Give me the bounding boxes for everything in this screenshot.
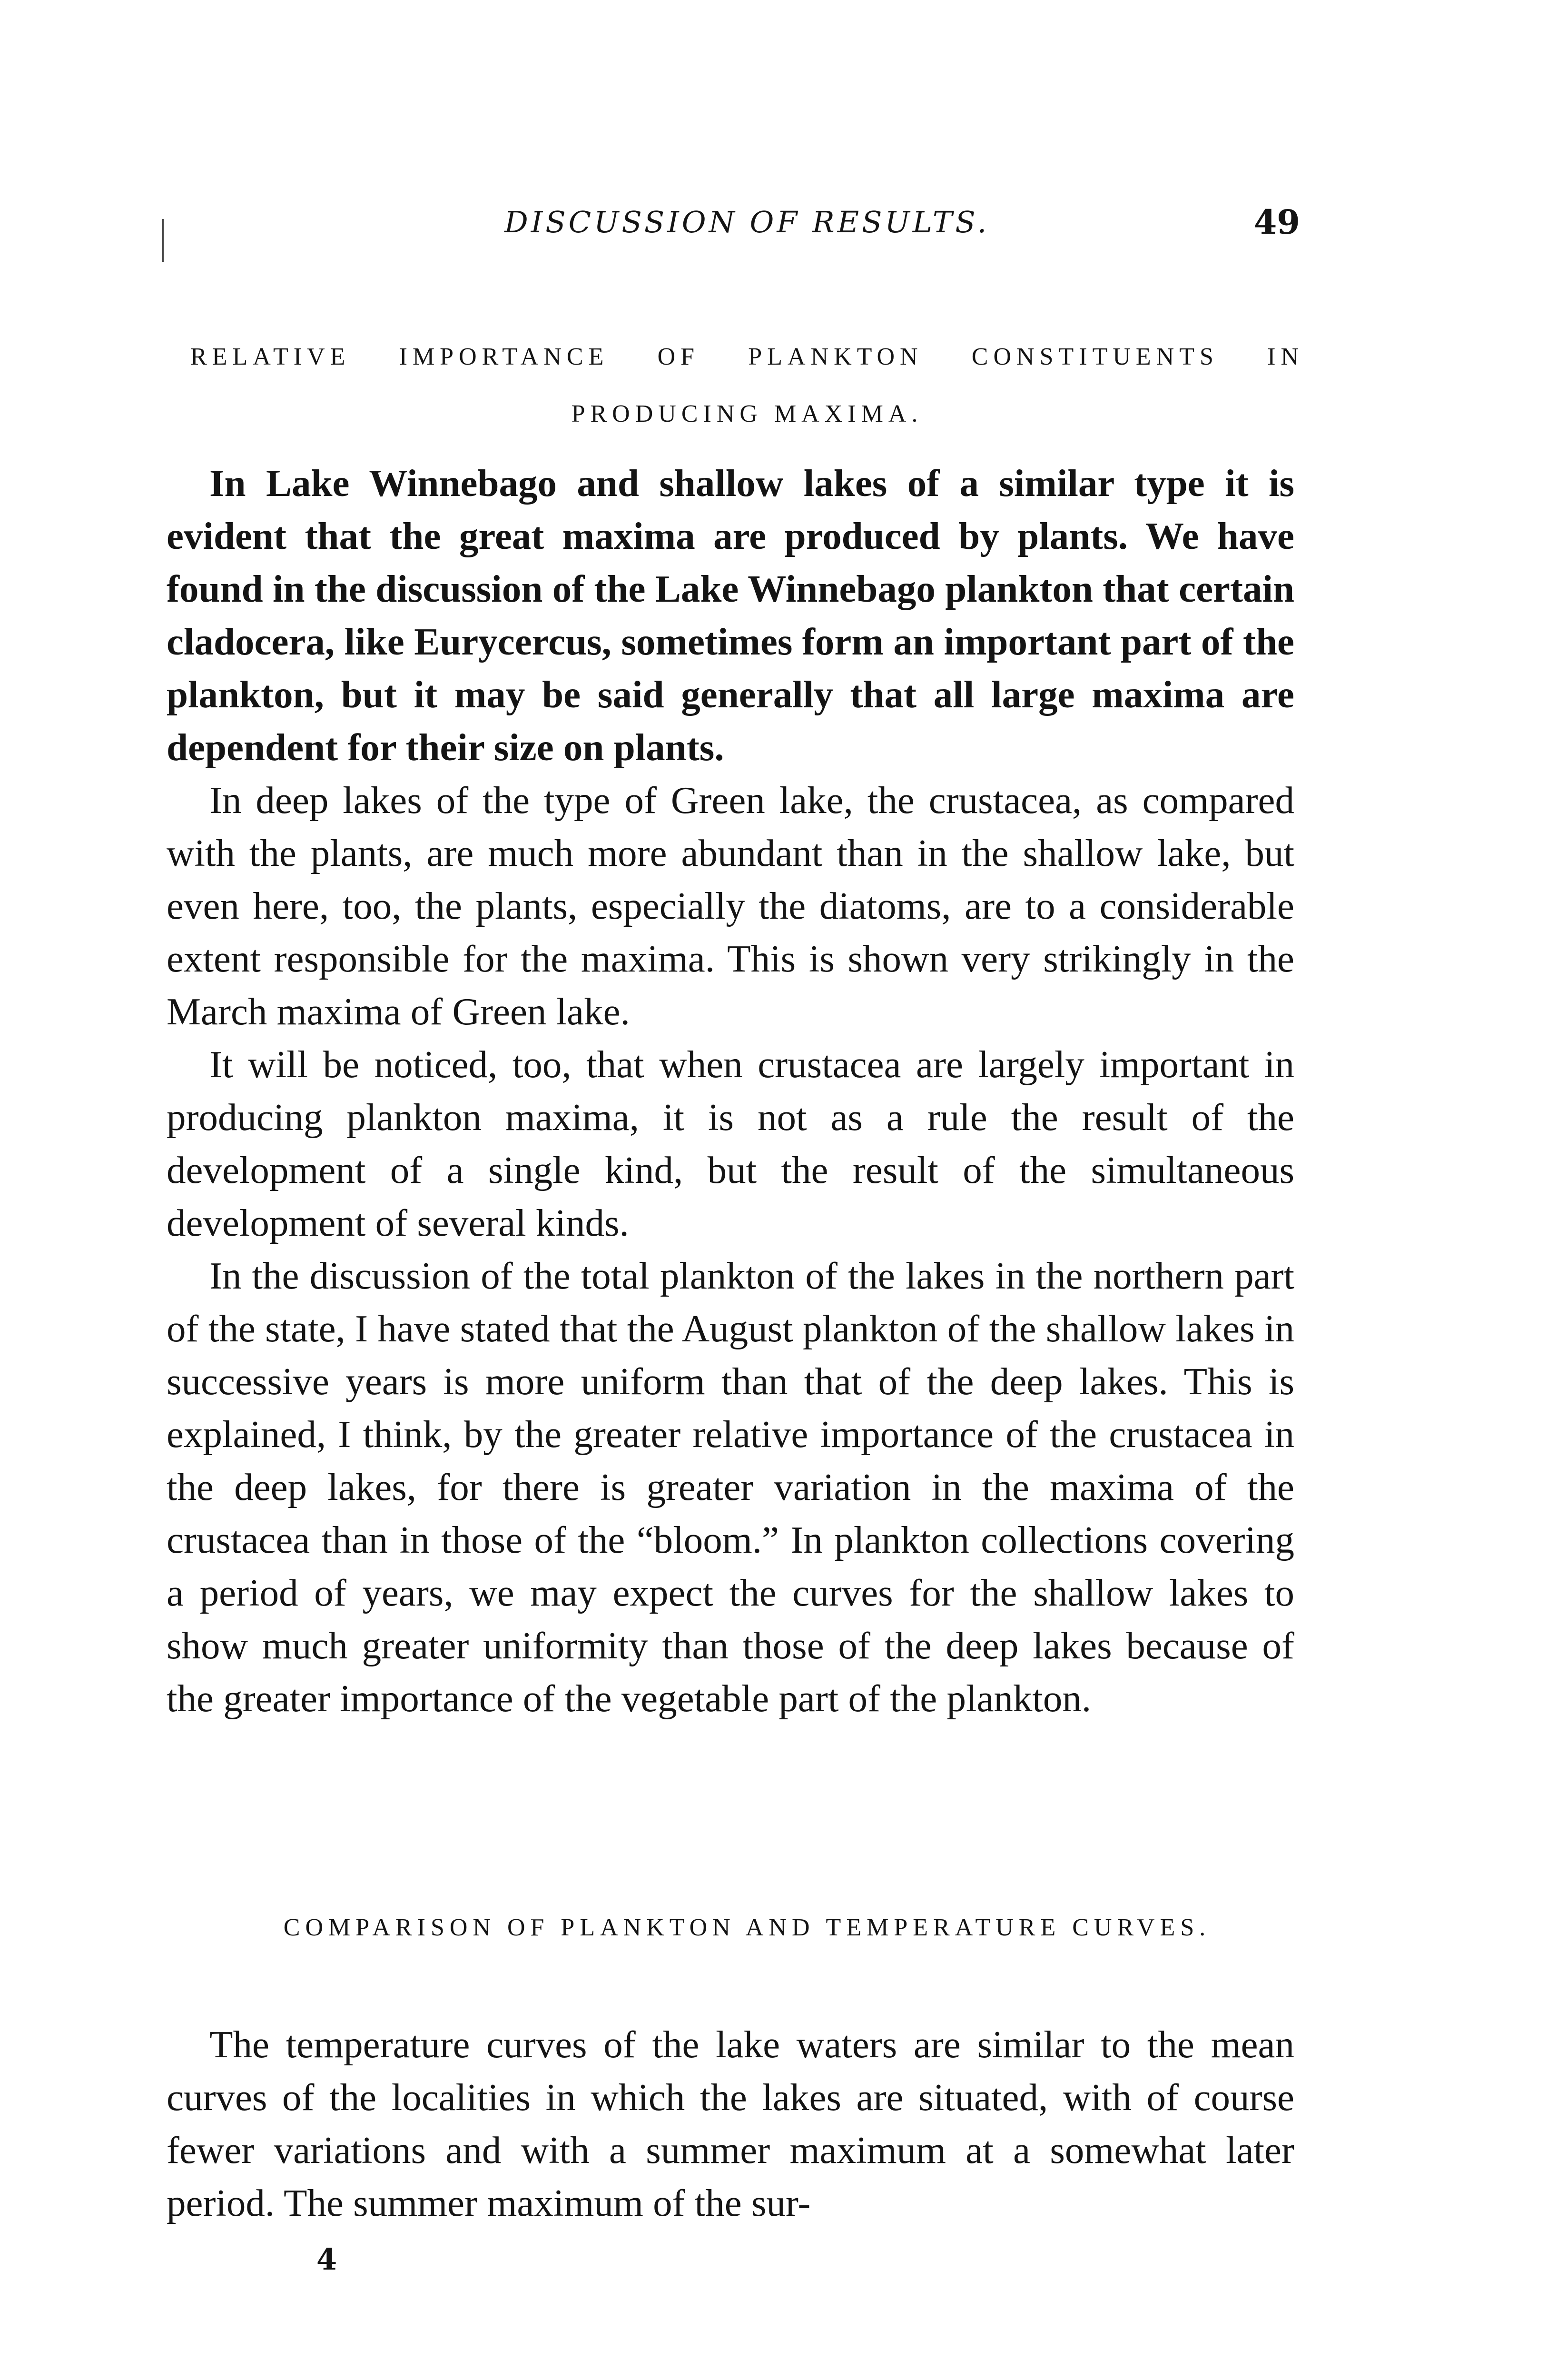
paragraph: In Lake Winnebago and shallow lakes of a similar type it is evident that the great maxima are produced by plants. We have found in the discussion of the Lake Winnebago plankton that certain cladocera, like Eurycercus, sometimes form an important part of the plankton, but it may be said generally that all large maxima are dependent for their size on plants. <box>167 462 1294 769</box>
section-body-maxima <box>167 457 1294 1725</box>
paragraph: The temperature curves of the lake waters are similar to the mean curves of the localities in which the lakes are situated, with of course fewer variations and with a summer maximum at a somewhat later period. The summer maximum of the sur- <box>167 2023 1294 2224</box>
scan-mark <box>162 219 164 262</box>
paragraph: In the discussion of the total plankton of the lakes in the northern part of the state, I have stated that the August plankton of the shallow lakes in successive years is more uniform than that of the deep lakes. This is explained, I think, by the greater relative importance of the crustacea in the deep lakes, for there is greater variation in the maxima of the crustacea than in those of the “bloom.” In plankton collections covering a period of years, we may expect the curves for the shallow lakes to show much greater uniformity than those of the deep lakes because of the greater importance of the vegetable part of the plankton. <box>167 1254 1294 1720</box>
paragraph: It will be noticed, too, that when crustacea are largely important in producing plankton maxima, it is not as a rule the result of the development of a single kind, but the result of the simultaneous development of several kinds. <box>167 1043 1294 1244</box>
running-title: DISCUSSION OF RESULTS. <box>504 205 990 239</box>
section-body-temperature <box>167 2018 1294 2230</box>
signature-mark: 4 <box>316 2242 337 2277</box>
paragraph: In deep lakes of the type of Green lake, the crustacea, as compared with the plants, are much more abundant than in the shallow lake, but even here, too, the plants, especially the diatoms, are to a considerable extent responsible for the maxima. This is shown very strikingly in the March maxima of Green lake. <box>167 779 1294 1033</box>
page-number: 49 <box>1253 202 1300 242</box>
section-heading-maxima: RELATIVE IMPORTANCE OF PLANKTON CONSTITUENTS IN PRODUCING MAXIMA. <box>190 343 1304 427</box>
section-heading-temperature: COMPARISON OF PLANKTON AND TEMPERATURE CURVES. <box>283 1914 1211 1941</box>
